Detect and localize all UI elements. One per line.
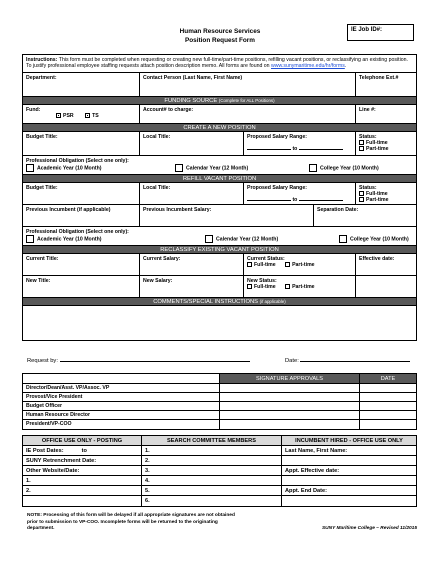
office-header-row: OFFICE USE ONLY - POSTING SEARCH COMMITTEE MEMBERS INCUMBENT HIRED - OFFICE USE ONLY <box>23 436 416 446</box>
new-title-field[interactable]: New Title: <box>26 278 51 284</box>
department-row <box>23 73 416 97</box>
office-use-table <box>22 435 417 507</box>
forms-link[interactable]: www.sunymaritime.edu/hr/forms <box>271 63 345 69</box>
create-parttime-checkbox[interactable] <box>359 146 364 151</box>
psr-checkbox[interactable] <box>56 113 61 118</box>
hired-name[interactable]: Last Name, First Name: <box>281 446 416 455</box>
refill-incumbent-row <box>23 205 416 227</box>
committee-member-4[interactable]: 4. <box>141 476 281 485</box>
refill-status: Status: Full-time Part-time <box>355 183 416 204</box>
refill-calendar-checkbox[interactable] <box>205 235 213 243</box>
create-academic-checkbox[interactable] <box>26 164 34 172</box>
date-cell[interactable] <box>359 411 416 419</box>
refill-band: REFILL VACANT POSITION <box>23 175 416 183</box>
refill-parttime-checkbox[interactable] <box>359 197 364 202</box>
committee-member-3[interactable]: 3. <box>141 466 281 475</box>
website-2[interactable]: 2. <box>26 487 31 494</box>
signature-approvals <box>22 373 417 430</box>
comments-area[interactable] <box>23 306 416 340</box>
appt-end[interactable]: Appt. End Date: <box>281 486 416 495</box>
date-cell[interactable] <box>359 420 416 429</box>
funding-band: FUNDING SOURCE (Complete for ALL Positions) <box>23 97 416 105</box>
request-date[interactable] <box>285 358 410 364</box>
create-fulltime-checkbox[interactable] <box>359 140 364 145</box>
fund-field: Fund: PSR TS <box>26 107 99 119</box>
current-fulltime-checkbox[interactable] <box>247 262 252 267</box>
revision-label: SUNY Maritime College – Revised 11/2015 <box>321 526 417 531</box>
reclassify-blank <box>355 276 416 297</box>
request-by[interactable] <box>27 358 250 364</box>
date-cell[interactable] <box>359 384 416 392</box>
funding-row <box>23 105 416 124</box>
signature-row: Provost/Vice President <box>23 393 416 402</box>
refill-obligation-row <box>23 227 416 246</box>
other-website[interactable]: Other Website/Date: <box>26 467 80 474</box>
signature-row: President/VP-COO <box>23 420 416 429</box>
new-fulltime-checkbox[interactable] <box>247 284 252 289</box>
date-cell[interactable] <box>359 402 416 410</box>
committee-member-6[interactable]: 6. <box>141 496 281 506</box>
committee-member-1[interactable]: 1. <box>141 446 281 455</box>
refill-separation[interactable]: Separation Date: <box>313 205 416 226</box>
refill-fulltime-checkbox[interactable] <box>359 191 364 196</box>
reclassify-band: RECLASSIFY EXISTING VACANT POSITION <box>23 246 416 254</box>
form-subtitle: Position Request Form <box>185 37 255 44</box>
website-1[interactable]: 1. <box>26 477 31 484</box>
signature-cell[interactable] <box>219 402 359 410</box>
refill-budget-title[interactable]: Budget Title: <box>26 185 58 191</box>
footer-note: NOTE: Processing of this form will be delayed if all appropriate signatures are not obtained prior to submission to VP-COO. Incomplete forms will be returned to the originating department. <box>27 513 235 531</box>
job-id-field[interactable] <box>347 24 414 41</box>
current-title-field[interactable]: Current Title: <box>26 256 59 262</box>
create-calendar-checkbox[interactable] <box>175 164 183 172</box>
committee-member-5[interactable]: 5. <box>141 486 281 495</box>
refill-salary-range[interactable]: Proposed Salary Range: to <box>243 183 355 204</box>
account-field[interactable]: Account# to charge: <box>139 105 355 123</box>
new-parttime-checkbox[interactable] <box>285 284 290 289</box>
current-parttime-checkbox[interactable] <box>285 262 290 267</box>
create-band: CREATE A NEW POSITION <box>23 124 416 132</box>
create-obligation-row <box>23 156 416 175</box>
signature-cell[interactable] <box>219 411 359 419</box>
refill-college-checkbox[interactable] <box>339 235 347 243</box>
signature-cell[interactable] <box>219 420 359 429</box>
ts-checkbox[interactable] <box>85 113 90 118</box>
create-salary-range[interactable]: Proposed Salary Range: to <box>243 132 355 155</box>
refill-prev-incumbent[interactable]: Previous Incumbent (if applicable) <box>26 207 111 213</box>
date-cell[interactable] <box>359 393 416 401</box>
line-field[interactable]: Line #: <box>355 105 416 123</box>
create-status: Status: Full-time Part-time <box>355 132 416 155</box>
refill-obligation: Professional Obligation (Select one only): Academic Year (10 Month) Calendar Year (12 Month) College Year (10 Month) <box>26 229 409 243</box>
suny-retrenchment[interactable]: SUNY Retrenchment Date: <box>26 457 97 464</box>
comments-band: COMMENTS/SPECIAL INSTRUCTIONS (if applicable) <box>23 298 416 306</box>
signature-row: Human Resource Director <box>23 411 416 420</box>
refill-titles-row <box>23 183 416 205</box>
date-header: DATE <box>359 374 416 383</box>
create-local-title[interactable]: Local Title: <box>139 132 243 155</box>
new-salary-field[interactable]: New Salary: <box>139 276 243 297</box>
current-salary-field[interactable]: Current Salary: <box>139 254 243 275</box>
ie-post-dates[interactable]: IE Post Dates: to <box>26 447 87 454</box>
signature-cell[interactable] <box>219 384 359 392</box>
signature-row: Director/Dean/Asst. VP/Assoc. VP <box>23 384 416 393</box>
create-obligation: Professional Obligation (Select one only): Academic Year (10 Month) Calendar Year (12 Month) College Year (10 Month) <box>26 158 379 172</box>
reclassify-current-row <box>23 254 416 276</box>
committee-member-2[interactable]: 2. <box>141 456 281 465</box>
effective-date-field[interactable]: Effective date: <box>355 254 416 275</box>
create-college-checkbox[interactable] <box>309 164 317 172</box>
signature-cell[interactable] <box>219 393 359 401</box>
create-budget-title[interactable]: Budget Title: <box>26 134 58 140</box>
new-status-field: New Status: Full-time Part-time <box>243 276 355 297</box>
appt-effective[interactable]: Appt. Effective date: <box>281 466 416 475</box>
instructions-text: Instructions: This form must be completed when requesting or creating new full-time/part-time positions, refilling vacant positions, or reclassifying an existing position. To justify professional employee staffing requests attach position description memo. All forms are found on www.sunymaritime.edu/hr/forms. <box>26 57 408 69</box>
contact-field[interactable]: Contact Person (Last Name, First Name) <box>139 73 355 96</box>
instructions-row <box>23 55 416 73</box>
reclassify-new-row <box>23 276 416 298</box>
job-id-label: IE Job ID#: <box>351 27 383 33</box>
refill-academic-checkbox[interactable] <box>26 235 34 243</box>
request-form <box>22 54 417 341</box>
signature-header: SIGNATURE APPROVALS <box>219 374 359 383</box>
department-field[interactable]: Department: <box>26 75 57 81</box>
telephone-field[interactable]: Telephone Ext.# <box>355 73 416 96</box>
request-by-label: Request by: <box>27 358 58 364</box>
refill-prev-salary[interactable]: Previous Incumbent Salary: <box>139 205 313 226</box>
refill-local-title[interactable]: Local Title: <box>139 183 243 204</box>
signature-row: Budget Officer <box>23 402 416 411</box>
request-date-label: Date: <box>285 358 299 364</box>
form-title: Human Resource Services <box>179 28 261 35</box>
current-status-field: Current Status: Full-time Part-time <box>243 254 355 275</box>
create-titles-row <box>23 132 416 156</box>
